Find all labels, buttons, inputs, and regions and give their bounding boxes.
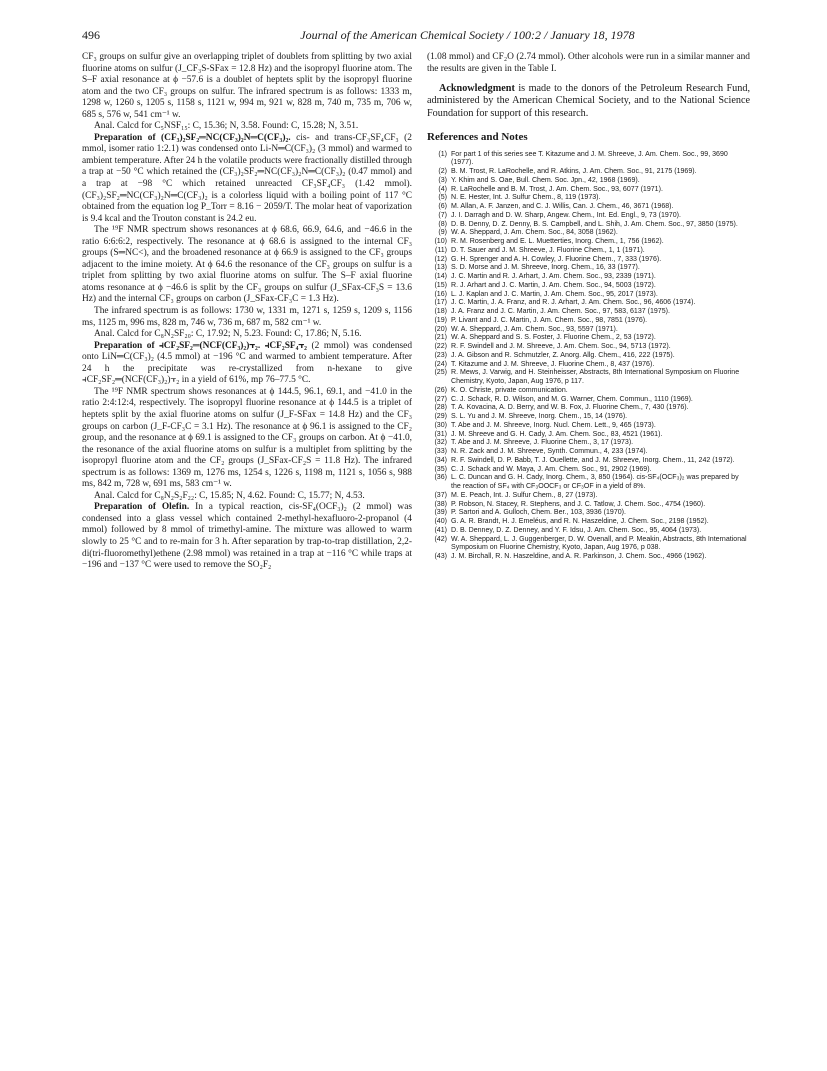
reference-number: (19): [434, 316, 447, 324]
reference-number: (29): [434, 413, 447, 421]
run-in-heading: Preparation of ⫞CF₂SF₂═(NCF(CF₃)₂)⫟₂. ⫞CF₂SF₄⫟₂: [94, 340, 307, 351]
reference-text: J. C. Martin, J. A. Franz, and R. J. Arhart, J. Am. Chem. Soc., 96, 4606 (1974).: [451, 299, 696, 307]
reference-item: [427, 343, 750, 352]
reference-number: (20): [434, 325, 447, 333]
reference-item: [427, 291, 750, 300]
reference-item: [427, 256, 750, 265]
reference-number: (39): [434, 509, 447, 517]
reference-number: (27): [434, 395, 447, 403]
reference-number: (13): [434, 264, 447, 272]
preparation-paragraph: [82, 502, 412, 571]
reference-item: [427, 282, 750, 291]
acknowledgment-paragraph: [427, 83, 750, 120]
nmr-paragraph: The ¹⁹F NMR spectrum shows resonances at ϕ 144.5, 96.1, 69.1, and −41.0 in the ratio 2:4:12:4, respectively. The isopropyl fluorine resonance at ϕ 144.5 is a triplet of heptets split by the axial fluorine atoms on sulfur (J_F-SFax = 14.8 Hz) and the CF₃ groups on carbon (J_F-CF₃C = 3.1 Hz). The resonance at ϕ 96.1 is assigned to the CF₂ group, and the resonance at ϕ 69.1 is assigned to the CF₃ groups on carbon. At ϕ −41.0, the resonance of the axial fluorine atoms on sulfur is a multiplet from splitting by the isopropyl fluorine atom and the CF₂ groups (J_SFax-CF₂S = 11.8 Hz). The infrared spectrum is as follows: 1369 m, 1276 ms, 1254 s, 1226 s, 1198 m, 1121 s, 1056 s, 988 ms, 842 m, 728 w, 691 ms, 583 cm⁻¹ w.: [82, 386, 412, 490]
acknowledgment-heading: Acknowledgment: [439, 83, 515, 95]
reference-text: J. A. Franz and J. C. Martin, J. Am. Chem. Soc., 97, 583, 6137 (1975).: [451, 308, 670, 316]
reference-item: [427, 238, 750, 247]
reference-item: [427, 326, 750, 335]
reference-text: T. Abe and J. M. Shreeve, J. Fluorine Chem., 3, 17 (1973).: [451, 439, 634, 447]
reference-text: T. Kitazume and J. M. Shreeve, J. Fluorine Chem., 8, 437 (1976).: [451, 360, 655, 368]
reference-text: L. J. Kaplan and J. C. Martin, J. Am. Chem. Soc., 95, 2017 (1973).: [451, 290, 658, 298]
reference-item: [427, 553, 750, 562]
reference-text: J. C. Martin and R. J. Arhart, J. Am. Chem. Soc., 93, 2339 (1971).: [451, 273, 656, 281]
reference-text: R. J. Arhart and J. C. Martin, J. Am. Chem. Soc., 94, 5003 (1972).: [451, 281, 656, 289]
reference-item: [427, 509, 750, 518]
reference-text: J. I. Darragh and D. W. Sharp, Angew. Chem., Int. Ed. Engl., 9, 73 (1970).: [451, 211, 681, 219]
reference-item: [427, 536, 750, 554]
acknowledgment-text: is made to the donors of the Petroleum Research Fund, administered by the American Chemical Society, and to the National Science Foundation for support of this research.: [427, 83, 751, 119]
reference-number: (35): [434, 465, 447, 473]
reference-item: [427, 448, 750, 457]
reference-number: (32): [434, 439, 447, 447]
references-heading: References and Notes: [427, 130, 528, 143]
reference-item: [427, 194, 750, 203]
reference-item: [427, 431, 750, 440]
reference-number: (38): [434, 500, 447, 508]
reference-text: P. Robson, N. Stacey, R. Stephens, and J. C. Tatlow, J. Chem. Soc., 4754 (1960).: [451, 500, 706, 508]
reference-number: (43): [434, 553, 447, 561]
reference-text: T. A. Kovacina, A. D. Berry, and W. B. Fox, J. Fluorine Chem., 7, 430 (1976).: [451, 404, 689, 412]
reference-number: (2): [438, 168, 447, 176]
reference-text: M. Allan, A. F. Janzen, and C. J. Willis, Can. J. Chem., 46, 3671 (1968).: [451, 203, 674, 211]
reference-number: (28): [434, 404, 447, 412]
journal-running-head: Journal of the American Chemical Society / 100:2 / January 18, 1978: [300, 28, 635, 42]
preparation-paragraph: [82, 341, 412, 387]
analysis-paragraph: Anal. Calcd for C₈N₂SF₂₀: C, 17.92; N, 5.23. Found: C, 17.86; N, 5.16.: [94, 329, 362, 340]
ir-paragraph: The infrared spectrum is as follows: 1730 w, 1331 m, 1271 s, 1259 s, 1209 s, 1156 ms, 1125 m, 996 ms, 828 m, 746 w, 736 m, 687 m, 582 cm⁻¹ w.: [82, 306, 412, 328]
reference-text: T. Abe and J. M. Shreeve, Inorg. Nucl. Chem. Lett., 9, 465 (1973).: [451, 421, 656, 429]
reference-text: K. O. Christe, private communication.: [451, 386, 568, 394]
body-paragraph: (1.08 mmol) and CF₂O (2.74 mmol). Other alcohols were run in a similar manner and the results are given in the Table I.: [427, 52, 750, 74]
reference-text: N. R. Zack and J. M. Shreeve, Synth. Commun., 4, 233 (1974).: [451, 448, 648, 456]
reference-number: (6): [438, 203, 447, 211]
reference-number: (18): [434, 308, 447, 316]
reference-number: (7): [438, 211, 447, 219]
reference-item: [427, 492, 750, 501]
nmr-paragraph: The ¹⁹F NMR spectrum shows resonances at ϕ 68.6, 66.9, 64.6, and −46.6 in the ratio 6:6:6:2, respectively. The resonance at ϕ 68.6 is assigned to the internal CF₃ groups (S═NC<), and the broadened resonance at ϕ 66.9 is assigned to the CF₃ groups adjacent to the imine moiety. At ϕ 64.6 the resonance of the CF₃ groups on sulfur is a triplet from splitting by two axial fluorine atoms on sulfur. The S–F axial fluorine atoms resonance at ϕ −46.6 is split by the CF₃ groups on sulfur (J_SFax-CF₃S = 13.6 Hz) and the internal CF₃ groups on carbon (J_SFax-CF₃C = 1.3 Hz).: [82, 225, 412, 305]
reference-item: [427, 474, 750, 492]
reference-number: (22): [434, 343, 447, 351]
reference-text: J. M. Birchall, R. N. Haszeldine, and A. R. Parkinson, J. Chem. Soc., 4966 (1962).: [451, 553, 707, 561]
reference-number: (16): [434, 290, 447, 298]
reference-item: [427, 186, 750, 195]
reference-number: (14): [434, 273, 447, 281]
reference-item: [427, 151, 750, 169]
paragraph-text: (2 mmol) was condensed onto LiN═C(CF₃)₂ (4.5 mmol) at −196 °C and warmed to ambient temperature. After 24 h the precipitate was re-crystallized from n-hexane to give ⫞CF₂SF₂═(NCF(CF₃)₂)⫟₂ in a yield of 61%, mp 76–77.5 °C.: [82, 340, 413, 386]
reference-item: [427, 212, 750, 221]
reference-number: (42): [434, 535, 447, 543]
reference-item: [427, 334, 750, 343]
reference-item: [427, 501, 750, 510]
reference-item: [427, 422, 750, 431]
reference-text: C. J. Schack, R. D. Wilson, and M. G. Warner, Chem. Commun., 1110 (1969).: [451, 395, 693, 403]
reference-item: [427, 457, 750, 466]
reference-number: (37): [434, 491, 447, 499]
reference-item: [427, 413, 750, 422]
reference-text: Y. Khim and S. Oae, Bull. Chem. Soc. Jpn., 42, 1968 (1969).: [451, 176, 640, 184]
reference-item: [427, 264, 750, 273]
right-column: [427, 52, 750, 562]
reference-item: [427, 439, 750, 448]
reference-item: [427, 527, 750, 536]
preparation-paragraph: [82, 133, 412, 225]
reference-item: [427, 317, 750, 326]
reference-item: [427, 404, 750, 413]
reference-text: D. T. Sauer and J. M. Shreeve, J. Fluorine Chem., 1, 1 (1971).: [451, 246, 645, 254]
reference-text: W. A. Sheppard and S. S. Foster, J. Fluorine Chem., 2, 53 (1972).: [451, 334, 656, 342]
reference-number: (12): [434, 255, 447, 263]
reference-number: (11): [434, 246, 447, 254]
reference-number: (17): [434, 299, 447, 307]
reference-number: (30): [434, 421, 447, 429]
body-paragraph: CF₃ groups on sulfur give an overlapping triplet of doublets from splitting by two axial fluorine atoms on sulfur (J_CF₃S-SFax = 12.8 Hz) and the isopropyl fluorine atom. The S–F axial resonance at ϕ −57.6 is a doublet of heptets split by the isopropyl fluorine atom and the two CF₃ groups on sulfur. The infrared spectrum is as follows: 1333 m, 1298 w, 1260 s, 1205 s, 1158 s, 1121 w, 994 m, 921 w, 828 m, 740 m, 735 m, 706 w, 685 s, 576 w, 541 cm⁻¹ w.: [82, 52, 412, 120]
reference-item: [427, 361, 750, 370]
reference-item: [427, 203, 750, 212]
reference-number: (1): [438, 150, 447, 158]
reference-text: J. A. Gibson and R. Schmutzler, Z. Anorg. Allg. Chem., 416, 222 (1975).: [451, 351, 675, 359]
reference-number: (41): [434, 526, 447, 534]
analysis-paragraph: Anal. Calcd for C₅NSF₁₅: C, 15.36; N, 3.58. Found: C, 15.28; N, 3.51.: [94, 121, 359, 132]
reference-text: G. A. R. Brandt, H. J. Emeléus, and R. N. Haszeldine, J. Chem. Soc., 2198 (1952).: [451, 518, 709, 526]
paragraph-text: In a typical reaction, cis-SF₄(OCF₃)₂ (2 mmol) was condensed into a glass vessel which contained 2-methyl-hexafluoro-2-propanol (4 mmol) followed by 8 mmol of trimethyl-amine. The mixture was allowed to warm slowly to 25 °C and to re-main for 3 h. After separation by trap-to-trap distillation, 2,2-di(tri-fluoromethyl)ethene (2.98 mmol) was retained in a trap at −116 °C while traps at −196 and −137 °C were used to remove the SO₂F₂: [82, 502, 413, 571]
reference-number: (4): [438, 185, 447, 193]
reference-text: R. LaRochelle and B. M. Trost, J. Am. Chem. Soc., 93, 6077 (1971).: [451, 185, 663, 193]
reference-number: (26): [434, 386, 447, 394]
reference-text: W. A. Sheppard, L. J. Guggenberger, D. W. Ovenall, and P. Meakin, Abstracts, 8th International Symposium on Fluorine Chemistry, Kyoto, Japan, Aug 1976, p 038.: [451, 535, 747, 552]
reference-text: R. F. Swindell, D. P. Babb, T. J. Ouellette, and J. M. Shreeve, Inorg. Chem., 11, 242 (1972).: [451, 456, 735, 464]
reference-number: (24): [434, 360, 447, 368]
reference-text: P. Livant and J. C. Martin, J. Am. Chem. Soc., 98, 7851 (1976).: [451, 316, 648, 324]
reference-item: [427, 168, 750, 177]
reference-item: [427, 387, 750, 396]
reference-number: (34): [434, 456, 447, 464]
reference-text: B. M. Trost, R. LaRochelle, and R. Atkins, J. Am. Chem. Soc., 91, 2175 (1969).: [451, 168, 697, 176]
reference-number: (33): [434, 448, 447, 456]
reference-number: (25): [434, 369, 447, 377]
paragraph-text: cis- and trans-CF₃SF₄CF₃ (2 mmol, isomer ratio 1:2.1) was condensed onto Li-N═C(CF₃)₂ (3 mmol) and warmed to ambient temperature. After 24 h the volatile products were fractionally distilled through a trap at −50 °C which retained the (CF₃)₂SF₂═NC(CF₃)₂N═C(CF₃)₂ (0.47 mmol) and a trap at −98 °C which retained unreacted CF₃SF₄CF₃ (1.42 mmol). (CF₃)₂SF₂═NC(CF₃)₂N═C(CF₃)₂ is a colorless liquid with a boiling point of 117 °C obtained from the equation log P_Torr = 8.16 − 2059/T. The molar heat of vaporization is 9.4 kcal and the Trouton constant is 24.2 eu.: [82, 132, 412, 224]
reference-text: N. E. Hester, Int. J. Sulfur Chem., 8, 119 (1973).: [451, 194, 601, 202]
reference-text: S. L. Yu and J. M. Shreeve, Inorg. Chem., 15, 14 (1976).: [451, 413, 628, 421]
reference-item: [427, 369, 750, 387]
reference-item: [427, 177, 750, 186]
analysis-paragraph: Anal. Calcd for C₈N₂S₂F₂₂: C, 15.85; N, 4.62. Found: C, 15.77; N, 4.53.: [94, 490, 365, 501]
reference-item: [427, 518, 750, 527]
reference-text: S. D. Morse and J. M. Shreeve, Inorg. Chem., 16, 33 (1977).: [451, 264, 640, 272]
reference-number: (9): [438, 229, 447, 237]
reference-text: R. Mews, J. Varwig, and H. Steinheisser, Abstracts, 8th International Symposium on Fluorine Chemistry, Kyoto, Japan, Aug 1976, p 117.: [451, 369, 740, 386]
reference-number: (5): [438, 194, 447, 202]
reference-number: (15): [434, 281, 447, 289]
reference-number: (8): [438, 220, 447, 228]
reference-number: (31): [434, 430, 447, 438]
reference-item: [427, 229, 750, 238]
reference-number: (3): [438, 176, 447, 184]
references-list: [427, 151, 750, 562]
reference-item: [427, 396, 750, 405]
reference-item: [427, 221, 750, 230]
reference-text: For part 1 of this series see T. Kitazume and J. M. Shreeve, J. Am. Chem. Soc., 99, 3690 (1977).: [451, 150, 728, 167]
reference-text: R. F. Swindell and J. M. Shreeve, J. Am. Chem. Soc., 94, 5713 (1972).: [451, 343, 671, 351]
reference-text: R. M. Rosenberg and E. L. Muetterties, Inorg. Chem., 1, 756 (1962).: [451, 238, 664, 246]
reference-number: (10): [434, 238, 447, 246]
reference-item: [427, 299, 750, 308]
reference-item: [427, 466, 750, 475]
reference-number: (36): [434, 474, 447, 482]
reference-item: [427, 247, 750, 256]
reference-text: C. J. Schack and W. Maya, J. Am. Chem. Soc., 91, 2902 (1969).: [451, 465, 652, 473]
reference-number: (21): [434, 334, 447, 342]
run-in-heading: Preparation of (CF₃)₂SF₂═NC(CF₃)₂N═C(CF₃)₂.: [94, 132, 291, 143]
reference-text: D. B. Denny, D. Z. Denny, B. S. Campbell, and L. Shih, J. Am. Chem. Soc., 97, 3850 (1975).: [451, 220, 738, 228]
reference-text: J. M. Shreeve and G. H. Cady, J. Am. Chem. Soc., 83, 4521 (1961).: [451, 430, 663, 438]
reference-item: [427, 273, 750, 282]
reference-item: [427, 308, 750, 317]
left-column: [82, 52, 412, 572]
reference-text: W. A. Sheppard, J. Am. Chem. Soc., 84, 3058 (1962).: [451, 229, 618, 237]
reference-text: M. E. Peach, Int. J. Sulfur Chem., 8, 27 (1973).: [451, 491, 598, 499]
reference-text: W. A. Sheppard, J. Am. Chem. Soc., 93, 5597 (1971).: [451, 325, 618, 333]
run-in-heading: Preparation of Olefin.: [94, 502, 190, 513]
reference-text: L. C. Duncan and G. H. Cady, Inorg. Chem., 3, 850 (1964). cis-SF₄(OCF₃)₂ was prepared by the reaction of SF₄ with CF₃OOCF₃ or CF₃OF in a yield of 8%.: [451, 474, 739, 491]
reference-number: (40): [434, 518, 447, 526]
page-number: 496: [82, 28, 100, 42]
reference-number: (23): [434, 351, 447, 359]
reference-text: P. Sartori and A. Gulloch, Chem. Ber., 103, 3936 (1970).: [451, 509, 626, 517]
reference-item: [427, 352, 750, 361]
reference-text: D. B. Denney, D. Z. Denney, and Y. F. Idsu, J. Am. Chem. Soc., 95, 4064 (1973).: [451, 526, 702, 534]
reference-text: G. H. Sprenger and A. H. Cowley, J. Fluorine Chem., 7, 333 (1976).: [451, 255, 662, 263]
